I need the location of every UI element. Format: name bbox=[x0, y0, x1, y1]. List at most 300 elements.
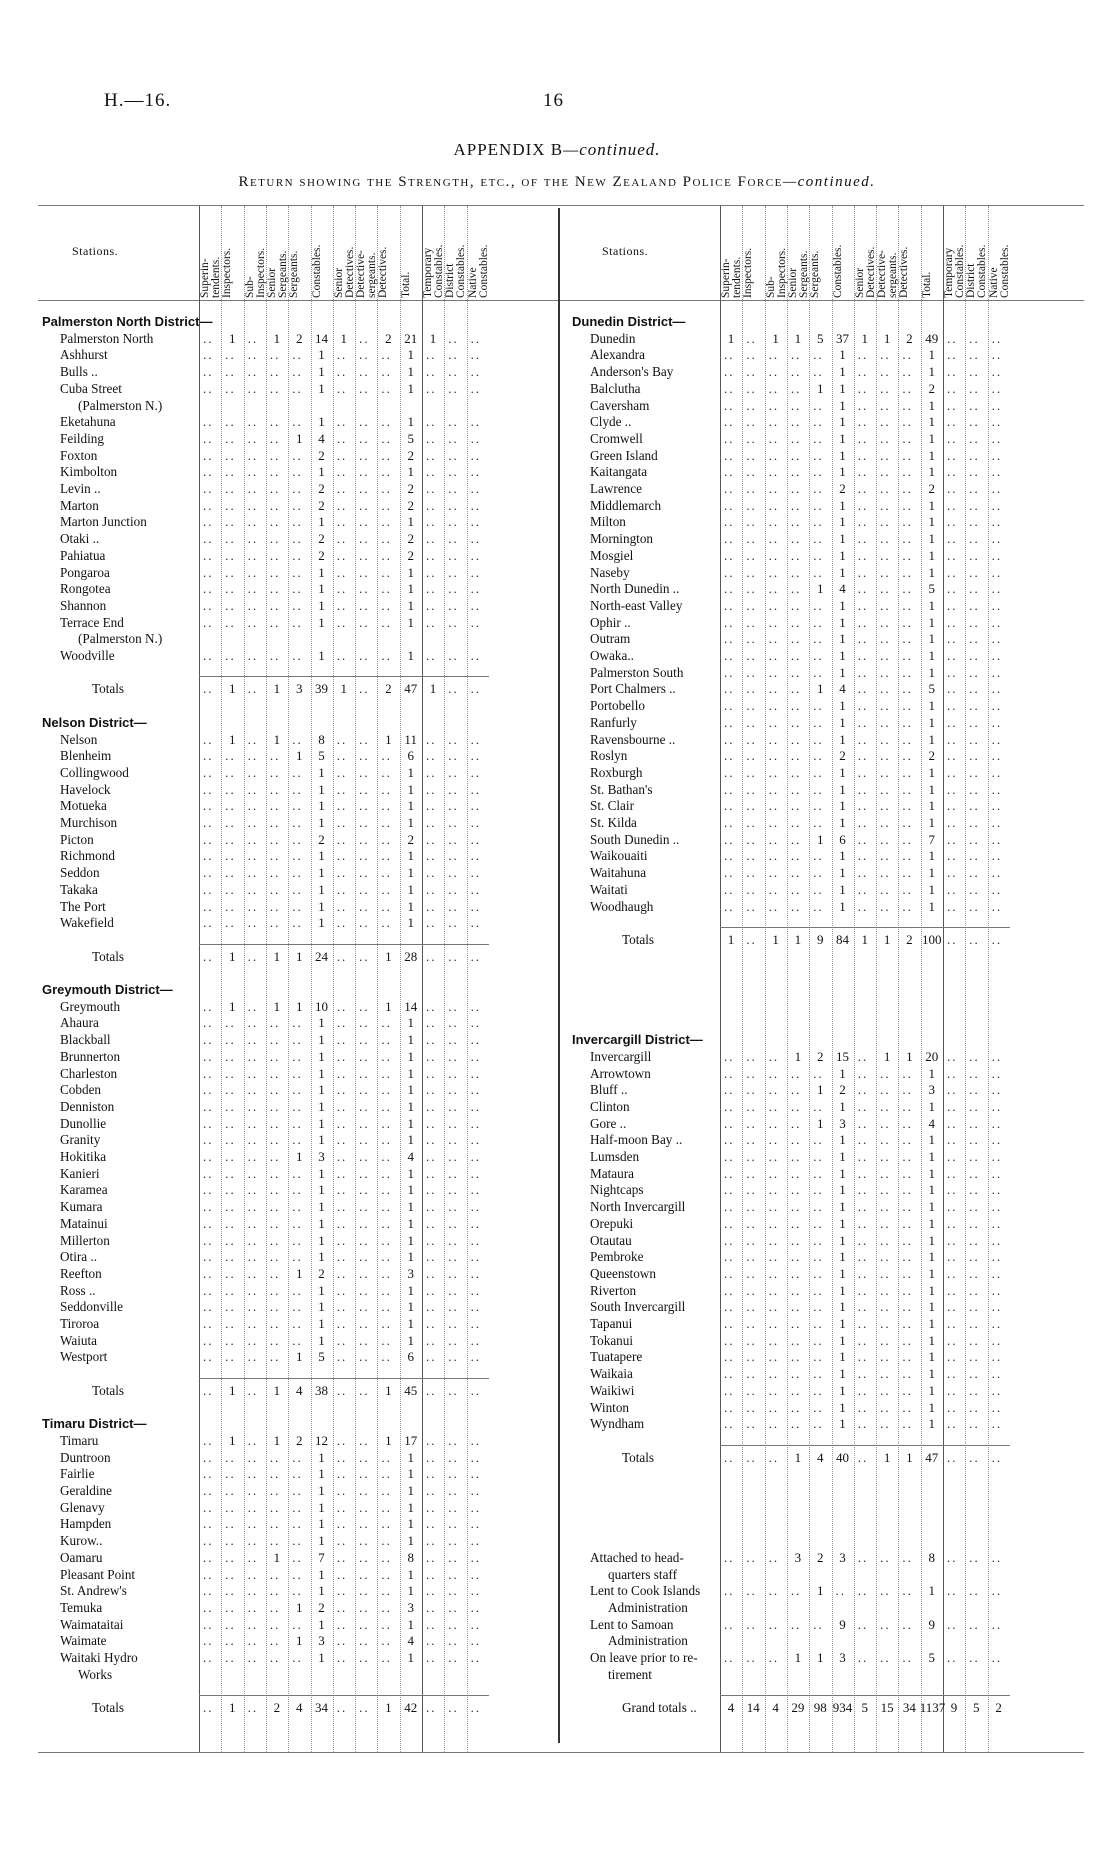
empty-cell-leader: .. bbox=[991, 1650, 1003, 1665]
table-cell: 5 bbox=[318, 1349, 325, 1365]
empty-cell-leader: .. bbox=[225, 865, 236, 881]
empty-cell-leader: .. bbox=[813, 481, 824, 496]
empty-cell-leader: .. bbox=[790, 1399, 802, 1415]
table-cell: 47 bbox=[404, 681, 418, 697]
empty-cell-leader: .. bbox=[768, 1215, 780, 1231]
empty-cell-leader: .. bbox=[790, 1149, 802, 1164]
empty-cell-leader: .. bbox=[203, 648, 214, 663]
table-cell: 7 bbox=[928, 831, 935, 847]
empty-cell-leader: .. bbox=[269, 798, 281, 814]
empty-cell-leader: .. bbox=[790, 1616, 802, 1632]
empty-cell-leader: .. bbox=[857, 397, 869, 413]
empty-cell-leader: .. bbox=[381, 597, 392, 613]
table-cell: 1 bbox=[906, 1449, 913, 1465]
empty-cell-leader: .. bbox=[969, 1265, 980, 1281]
empty-cell-leader: .. bbox=[203, 1499, 214, 1515]
empty-cell-leader: .. bbox=[448, 848, 459, 864]
table-cell: 1 bbox=[318, 1115, 325, 1131]
empty-cell-leader: .. bbox=[269, 1065, 281, 1081]
empty-cell-leader: .. bbox=[247, 1282, 259, 1298]
empty-cell-leader: .. bbox=[991, 1616, 1003, 1632]
empty-cell-leader: .. bbox=[448, 815, 459, 830]
empty-cell-leader: .. bbox=[203, 1265, 214, 1281]
empty-cell-leader: .. bbox=[381, 1499, 392, 1515]
table-cell: 1 bbox=[407, 364, 414, 380]
empty-cell-leader: .. bbox=[880, 1366, 891, 1382]
empty-cell-leader: .. bbox=[724, 664, 735, 680]
empty-cell-leader: .. bbox=[947, 1082, 958, 1098]
empty-cell-leader: .. bbox=[381, 648, 392, 663]
totals-label: Totals bbox=[622, 931, 655, 947]
empty-cell-leader: .. bbox=[947, 447, 958, 463]
empty-cell-leader: .. bbox=[746, 597, 757, 613]
empty-cell-leader: .. bbox=[247, 881, 259, 897]
station-name: Feilding bbox=[60, 430, 104, 446]
table-cell: 1 bbox=[407, 1516, 414, 1532]
empty-cell-leader: .. bbox=[857, 815, 869, 830]
column-header: Inspectors. bbox=[742, 247, 755, 298]
empty-cell-leader: .. bbox=[790, 447, 802, 463]
empty-cell-leader: .. bbox=[359, 1382, 370, 1398]
empty-cell-leader: .. bbox=[292, 1249, 303, 1265]
empty-cell-leader: .. bbox=[991, 514, 1003, 530]
empty-cell-leader: .. bbox=[902, 364, 913, 380]
empty-cell-leader: .. bbox=[969, 681, 980, 697]
empty-cell-leader: .. bbox=[225, 481, 236, 496]
station-name: Lent to Cook Islands bbox=[590, 1583, 701, 1599]
empty-cell-leader: .. bbox=[247, 815, 259, 830]
empty-cell-leader: .. bbox=[790, 1182, 802, 1198]
empty-cell-leader: .. bbox=[790, 1316, 802, 1331]
table-cell: 2 bbox=[839, 1082, 846, 1098]
empty-cell-leader: .. bbox=[203, 1349, 214, 1365]
empty-cell-leader: .. bbox=[336, 1265, 348, 1281]
page-number: 16 bbox=[543, 90, 564, 111]
empty-cell-leader: .. bbox=[857, 614, 869, 630]
empty-cell-leader: .. bbox=[724, 1165, 735, 1181]
empty-cell-leader: .. bbox=[991, 831, 1003, 847]
empty-cell-leader: .. bbox=[947, 1232, 958, 1248]
empty-cell-leader: .. bbox=[813, 1199, 824, 1215]
empty-cell-leader: .. bbox=[969, 1349, 980, 1365]
empty-cell-leader: .. bbox=[746, 1316, 757, 1331]
empty-cell-leader: .. bbox=[448, 865, 459, 881]
empty-cell-leader: .. bbox=[947, 1282, 958, 1298]
empty-cell-leader: .. bbox=[359, 681, 370, 697]
table-cell: 1 bbox=[928, 1583, 935, 1599]
totals-rule bbox=[199, 944, 489, 945]
empty-cell-leader: .. bbox=[768, 1332, 780, 1348]
empty-cell-leader: .. bbox=[381, 748, 392, 764]
empty-cell-leader: .. bbox=[880, 347, 891, 363]
table-cell: 1 bbox=[295, 1633, 303, 1649]
station-name: Kaitangata bbox=[590, 464, 648, 480]
empty-cell-leader: .. bbox=[359, 1032, 370, 1048]
empty-cell-leader: .. bbox=[724, 1282, 735, 1298]
empty-cell-leader: .. bbox=[269, 1048, 281, 1064]
empty-cell-leader: .. bbox=[269, 1516, 281, 1532]
empty-cell-leader: .. bbox=[292, 1048, 303, 1064]
empty-cell-leader: .. bbox=[724, 1583, 735, 1599]
empty-cell-leader: .. bbox=[247, 1633, 259, 1649]
empty-cell-leader: .. bbox=[768, 1082, 780, 1098]
empty-cell-leader: .. bbox=[225, 447, 236, 463]
empty-cell-leader: .. bbox=[225, 614, 236, 630]
empty-cell-leader: .. bbox=[448, 1533, 459, 1549]
empty-cell-leader: .. bbox=[969, 414, 980, 430]
table-cell: 1 bbox=[839, 497, 846, 513]
empty-cell-leader: .. bbox=[470, 1215, 482, 1231]
empty-cell-leader: .. bbox=[292, 1098, 303, 1114]
empty-cell-leader: .. bbox=[225, 915, 236, 931]
empty-cell-leader: .. bbox=[880, 1199, 891, 1215]
empty-cell-leader: .. bbox=[724, 1349, 735, 1365]
table-cell: 1 bbox=[273, 948, 281, 964]
empty-cell-leader: .. bbox=[247, 430, 259, 446]
empty-cell-leader: .. bbox=[746, 831, 757, 847]
empty-cell-leader: .. bbox=[991, 631, 1003, 647]
empty-cell-leader: .. bbox=[746, 1416, 757, 1432]
empty-cell-leader: .. bbox=[269, 464, 281, 480]
empty-cell-leader: .. bbox=[225, 364, 236, 380]
empty-cell-leader: .. bbox=[470, 1249, 482, 1265]
empty-cell-leader: .. bbox=[203, 1132, 214, 1148]
table-cell: 1 bbox=[273, 1432, 281, 1448]
table-cell: 1 bbox=[318, 514, 325, 530]
empty-cell-leader: .. bbox=[470, 614, 482, 630]
table-cell: 1 bbox=[407, 1282, 414, 1298]
empty-cell-leader: .. bbox=[381, 614, 392, 630]
empty-cell-leader: .. bbox=[857, 714, 869, 730]
empty-cell-leader: .. bbox=[746, 581, 757, 597]
empty-cell-leader: .. bbox=[746, 1232, 757, 1248]
station-name: Milton bbox=[590, 514, 626, 530]
empty-cell-leader: .. bbox=[724, 1232, 735, 1248]
table-cell: 1 bbox=[318, 1316, 325, 1331]
table-cell: 1 bbox=[794, 931, 802, 947]
empty-cell-leader: .. bbox=[247, 898, 259, 914]
table-cell: 1 bbox=[794, 1650, 802, 1665]
empty-cell-leader: .. bbox=[247, 1316, 259, 1331]
empty-cell-leader: .. bbox=[470, 1316, 482, 1331]
empty-cell-leader: .. bbox=[448, 1449, 459, 1465]
empty-cell-leader: .. bbox=[947, 898, 958, 914]
table-cell: 1 bbox=[839, 597, 846, 613]
empty-cell-leader: .. bbox=[203, 364, 214, 380]
empty-cell-leader: .. bbox=[359, 1349, 370, 1365]
station-name: Administration bbox=[608, 1633, 688, 1649]
empty-cell-leader: .. bbox=[247, 1650, 259, 1665]
empty-cell-leader: .. bbox=[247, 547, 259, 563]
table-cell: 5 bbox=[928, 681, 935, 697]
table-cell: 1 bbox=[318, 798, 325, 814]
empty-cell-leader: .. bbox=[746, 1132, 757, 1148]
table-cell: 1 bbox=[318, 648, 325, 663]
empty-cell-leader: .. bbox=[969, 497, 980, 513]
empty-cell-leader: .. bbox=[336, 547, 348, 563]
table-cell: 34 bbox=[902, 1700, 916, 1716]
empty-cell-leader: .. bbox=[768, 664, 780, 680]
empty-cell-leader: .. bbox=[203, 798, 214, 814]
empty-cell-leader: .. bbox=[292, 1082, 303, 1098]
stations-header: Stations. bbox=[72, 244, 119, 258]
totals-rule bbox=[199, 1695, 489, 1696]
table-cell: 1 bbox=[295, 1349, 303, 1365]
table-cell: 1 bbox=[839, 1416, 846, 1432]
empty-cell-leader: .. bbox=[880, 1549, 891, 1565]
empty-cell-leader: .. bbox=[969, 481, 980, 496]
empty-cell-leader: .. bbox=[336, 1633, 348, 1649]
empty-cell-leader: .. bbox=[470, 1349, 482, 1365]
table-cell: 39 bbox=[315, 681, 328, 697]
empty-cell-leader: .. bbox=[336, 881, 348, 897]
empty-cell-leader: .. bbox=[880, 1132, 891, 1148]
empty-cell-leader: .. bbox=[247, 1583, 259, 1599]
table-cell: 1 bbox=[295, 998, 303, 1014]
empty-cell-leader: .. bbox=[203, 1449, 214, 1465]
empty-cell-leader: .. bbox=[991, 1215, 1003, 1231]
empty-cell-leader: .. bbox=[269, 1265, 281, 1281]
empty-cell-leader: .. bbox=[470, 1466, 482, 1482]
table-cell: 3 bbox=[318, 1149, 325, 1164]
empty-cell-leader: .. bbox=[790, 1416, 802, 1432]
table-cell: 9 bbox=[816, 931, 824, 947]
table-cell: 1 bbox=[839, 414, 846, 430]
empty-cell-leader: .. bbox=[269, 481, 281, 496]
empty-cell-leader: .. bbox=[336, 781, 348, 797]
empty-cell-leader: .. bbox=[426, 1199, 437, 1215]
table-cell: 1 bbox=[928, 648, 935, 663]
station-name: Cuba Street bbox=[60, 380, 122, 396]
empty-cell-leader: .. bbox=[768, 1449, 780, 1465]
empty-cell-leader: .. bbox=[292, 1449, 303, 1465]
empty-cell-leader: .. bbox=[813, 764, 824, 780]
table-cell: 1 bbox=[839, 1399, 846, 1415]
empty-cell-leader: .. bbox=[381, 447, 392, 463]
empty-cell-leader: .. bbox=[857, 464, 869, 480]
empty-cell-leader: .. bbox=[381, 1065, 392, 1081]
table-cell: 1 bbox=[318, 1199, 325, 1215]
empty-cell-leader: .. bbox=[381, 764, 392, 780]
empty-cell-leader: .. bbox=[880, 698, 891, 714]
empty-cell-leader: .. bbox=[381, 547, 392, 563]
empty-cell-leader: .. bbox=[857, 414, 869, 430]
empty-cell-leader: .. bbox=[790, 1215, 802, 1231]
empty-cell-leader: .. bbox=[969, 1449, 980, 1465]
table-cell: 1 bbox=[318, 781, 325, 797]
empty-cell-leader: .. bbox=[470, 1165, 482, 1181]
empty-cell-leader: .. bbox=[269, 1332, 281, 1348]
empty-cell-leader: .. bbox=[969, 898, 980, 914]
empty-cell-leader: .. bbox=[448, 1115, 459, 1131]
empty-cell-leader: .. bbox=[902, 1382, 913, 1398]
empty-cell-leader: .. bbox=[225, 748, 236, 764]
empty-cell-leader: .. bbox=[746, 1249, 757, 1265]
table-cell: 1 bbox=[407, 1232, 414, 1248]
empty-cell-leader: .. bbox=[247, 764, 259, 780]
station-name: Roxburgh bbox=[590, 764, 643, 780]
empty-cell-leader: .. bbox=[426, 1265, 437, 1281]
empty-cell-leader: .. bbox=[880, 1232, 891, 1248]
table-cell: 4 bbox=[295, 1700, 303, 1716]
empty-cell-leader: .. bbox=[225, 1650, 236, 1665]
column-rule bbox=[876, 206, 877, 1752]
table-cell: 1 bbox=[407, 1332, 414, 1348]
empty-cell-leader: .. bbox=[448, 1599, 459, 1615]
table-cell: 1 bbox=[816, 1650, 824, 1665]
empty-cell-leader: .. bbox=[269, 1199, 281, 1215]
empty-cell-leader: .. bbox=[470, 1232, 482, 1248]
empty-cell-leader: .. bbox=[790, 881, 802, 897]
empty-cell-leader: .. bbox=[813, 1098, 824, 1114]
empty-cell-leader: .. bbox=[448, 915, 459, 931]
empty-cell-leader: .. bbox=[203, 1616, 214, 1632]
table-cell: 9 bbox=[839, 1616, 846, 1632]
empty-cell-leader: .. bbox=[902, 1249, 913, 1265]
column-header: Senior Sergeants. bbox=[265, 250, 289, 298]
station-name: Attached to head- bbox=[590, 1549, 684, 1565]
empty-cell-leader: .. bbox=[336, 464, 348, 480]
empty-cell-leader: .. bbox=[790, 1082, 802, 1098]
station-name: Glenavy bbox=[60, 1499, 105, 1515]
empty-cell-leader: .. bbox=[790, 848, 802, 864]
empty-cell-leader: .. bbox=[947, 1265, 958, 1281]
empty-cell-leader: .. bbox=[746, 330, 757, 346]
station-name: Richmond bbox=[60, 848, 115, 864]
empty-cell-leader: .. bbox=[359, 1516, 370, 1532]
empty-cell-leader: .. bbox=[381, 1165, 392, 1181]
table-cell: 1 bbox=[928, 1316, 935, 1331]
empty-cell-leader: .. bbox=[724, 781, 735, 797]
empty-cell-leader: .. bbox=[813, 1616, 824, 1632]
empty-cell-leader: .. bbox=[746, 698, 757, 714]
table-cell: 1 bbox=[839, 1349, 846, 1365]
station-name: Outram bbox=[590, 631, 631, 647]
empty-cell-leader: .. bbox=[790, 430, 802, 446]
empty-cell-leader: .. bbox=[768, 1316, 780, 1331]
table-cell: 2 bbox=[906, 931, 913, 947]
empty-cell-leader: .. bbox=[746, 1098, 757, 1114]
empty-cell-leader: .. bbox=[448, 614, 459, 630]
empty-cell-leader: .. bbox=[381, 1599, 392, 1615]
empty-cell-leader: .. bbox=[857, 1316, 869, 1331]
empty-cell-leader: .. bbox=[857, 1182, 869, 1198]
table-cell: 1 bbox=[407, 915, 414, 931]
empty-cell-leader: .. bbox=[247, 681, 259, 697]
empty-cell-leader: .. bbox=[381, 1048, 392, 1064]
empty-cell-leader: .. bbox=[448, 831, 459, 847]
table-cell: 1 bbox=[318, 1249, 325, 1265]
empty-cell-leader: .. bbox=[247, 614, 259, 630]
empty-cell-leader: .. bbox=[902, 564, 913, 580]
empty-cell-leader: .. bbox=[336, 648, 348, 663]
empty-cell-leader: .. bbox=[381, 481, 392, 496]
empty-cell-leader: .. bbox=[880, 1616, 891, 1632]
table-cell: 1 bbox=[794, 1048, 802, 1064]
empty-cell-leader: .. bbox=[790, 464, 802, 480]
empty-cell-leader: .. bbox=[381, 781, 392, 797]
empty-cell-leader: .. bbox=[426, 948, 437, 964]
empty-cell-leader: .. bbox=[902, 1265, 913, 1281]
empty-cell-leader: .. bbox=[336, 764, 348, 780]
station-name: Millerton bbox=[60, 1232, 110, 1248]
empty-cell-leader: .. bbox=[947, 815, 958, 830]
empty-cell-leader: .. bbox=[969, 865, 980, 881]
empty-cell-leader: .. bbox=[359, 748, 370, 764]
empty-cell-leader: .. bbox=[880, 681, 891, 697]
empty-cell-leader: .. bbox=[448, 1282, 459, 1298]
empty-cell-leader: .. bbox=[225, 1032, 236, 1048]
station-name: North Dunedin .. bbox=[590, 581, 680, 597]
empty-cell-leader: .. bbox=[470, 1650, 482, 1665]
empty-cell-leader: .. bbox=[880, 1065, 891, 1081]
empty-cell-leader: .. bbox=[880, 731, 891, 747]
empty-cell-leader: .. bbox=[902, 614, 913, 630]
column-rule bbox=[988, 206, 989, 1752]
empty-cell-leader: .. bbox=[947, 1332, 958, 1348]
empty-cell-leader: .. bbox=[813, 1182, 824, 1198]
empty-cell-leader: .. bbox=[746, 1149, 757, 1164]
empty-cell-leader: .. bbox=[336, 1098, 348, 1114]
empty-cell-leader: .. bbox=[426, 1316, 437, 1331]
empty-cell-leader: .. bbox=[947, 848, 958, 864]
table-cell: 1 bbox=[928, 898, 935, 914]
empty-cell-leader: .. bbox=[448, 1650, 459, 1665]
empty-cell-leader: .. bbox=[724, 481, 735, 496]
empty-cell-leader: .. bbox=[768, 1616, 780, 1632]
table-cell: 1 bbox=[928, 1065, 935, 1081]
table-cell: 1 bbox=[816, 1583, 824, 1599]
empty-cell-leader: .. bbox=[292, 1499, 303, 1515]
empty-cell-leader: .. bbox=[470, 1265, 482, 1281]
empty-cell-leader: .. bbox=[448, 948, 459, 964]
empty-cell-leader: .. bbox=[247, 1232, 259, 1248]
empty-cell-leader: .. bbox=[813, 1399, 824, 1415]
table-cell: 1 bbox=[407, 597, 414, 613]
table-cell: 1 bbox=[318, 414, 325, 430]
empty-cell-leader: .. bbox=[247, 1432, 259, 1448]
empty-cell-leader: .. bbox=[269, 1015, 281, 1031]
empty-cell-leader: .. bbox=[790, 1065, 802, 1081]
empty-cell-leader: .. bbox=[426, 1249, 437, 1265]
empty-cell-leader: .. bbox=[724, 464, 735, 480]
empty-cell-leader: .. bbox=[969, 330, 980, 346]
empty-cell-leader: .. bbox=[768, 898, 780, 914]
column-header: District Constables. bbox=[444, 244, 468, 298]
empty-cell-leader: .. bbox=[902, 681, 913, 697]
column-rule bbox=[787, 206, 788, 1752]
empty-cell-leader: .. bbox=[902, 1098, 913, 1114]
empty-cell-leader: .. bbox=[991, 1132, 1003, 1148]
empty-cell-leader: .. bbox=[203, 330, 214, 346]
table-cell: 1 bbox=[229, 330, 236, 346]
empty-cell-leader: .. bbox=[991, 798, 1003, 814]
empty-cell-leader: .. bbox=[880, 1098, 891, 1114]
empty-cell-leader: .. bbox=[857, 1249, 869, 1265]
empty-cell-leader: .. bbox=[902, 1065, 913, 1081]
empty-cell-leader: .. bbox=[448, 414, 459, 430]
empty-cell-leader: .. bbox=[426, 1432, 437, 1448]
empty-cell-leader: .. bbox=[336, 1616, 348, 1632]
empty-cell-leader: .. bbox=[247, 1483, 259, 1498]
table-cell: 2 bbox=[295, 330, 303, 346]
table-cell: 1 bbox=[839, 614, 846, 630]
empty-cell-leader: .. bbox=[902, 898, 913, 914]
empty-cell-leader: .. bbox=[790, 731, 802, 747]
station-name: Shannon bbox=[60, 597, 107, 613]
empty-cell-leader: .. bbox=[902, 597, 913, 613]
empty-cell-leader: .. bbox=[269, 514, 281, 530]
